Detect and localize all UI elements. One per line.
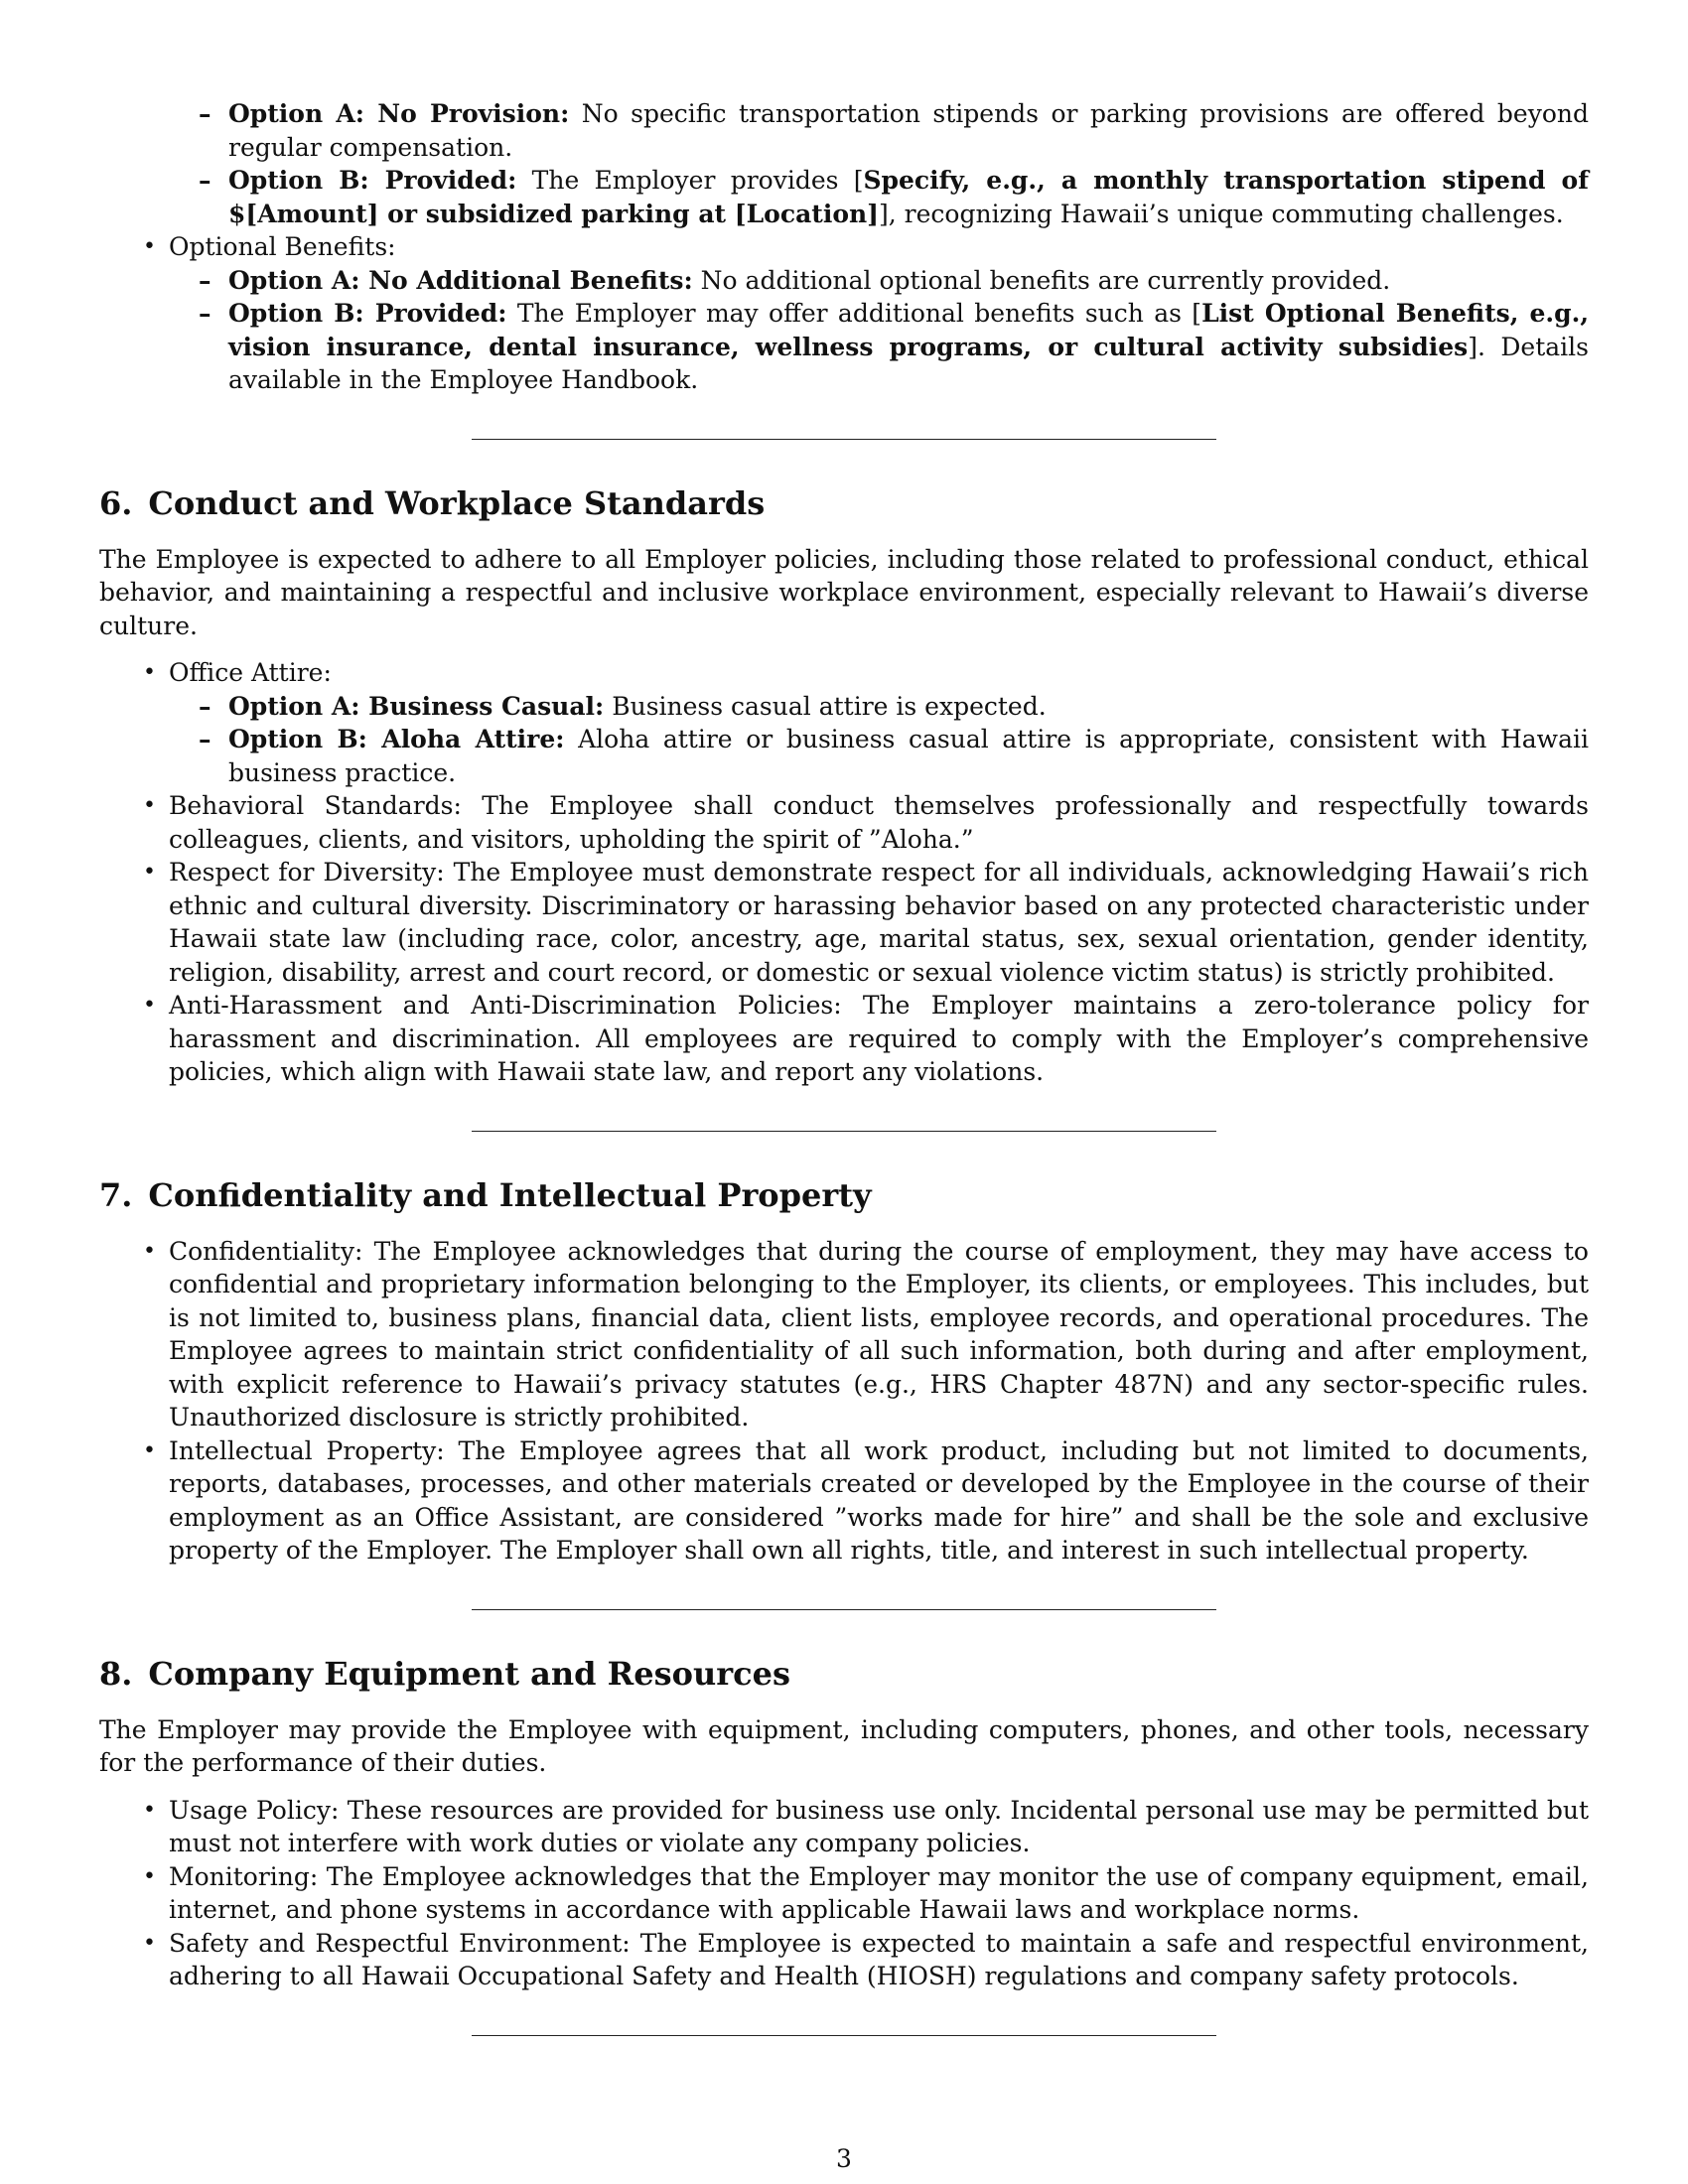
option-text: No additional optional benefits are currently provided.	[692, 265, 1391, 295]
option-text: The Employer may offer additional benefits such as [	[506, 299, 1202, 328]
option-label: Option A: No Additional Benefits:	[228, 265, 693, 295]
list-item: • Confidentiality: The Employee acknowledges that during the course of employment, they may have access to confidential and proprietary information belonging to the Employer, its clients, or employees. This includes, but is not limited to, business plans, financial data, client lists, employee records, and operational procedures. The Employee agrees to maintain strict confidentiality of all such information, both during and after employment, with explicit reference to Hawaii’s privacy statutes (e.g., HRS Chapter 487N) and any sector-specific rules. Unauthorized disclosure is strictly prohibited.	[99, 1235, 1589, 1434]
list-item	[99, 656, 1589, 789]
section-number: 8.	[99, 1654, 133, 1693]
section-heading	[99, 1175, 1589, 1215]
list-item: • Safety and Respectful Environment: The Employee is expected to maintain a safe and respectful environment, adhering to all Hawaii Occupational Safety and Health (HIOSH) regulations and company safety protocols.	[99, 1927, 1589, 1993]
document-page	[99, 97, 1589, 2036]
attire-label: Office Attire:	[169, 658, 332, 687]
section-intro: The Employer may provide the Employee with equipment, including computers, phones, and other tools, necessary for the performance of their duties.	[99, 1714, 1589, 1777]
list-item	[99, 97, 1589, 164]
option-text: ]. Details available in the Employee Handbook.	[228, 332, 1589, 394]
option-text: Aloha attire or business casual attire is appropriate, consistent with Hawaii business practice.	[228, 725, 1589, 787]
list-item	[169, 297, 1589, 397]
section-heading	[99, 1654, 1589, 1694]
section-number: 6.	[99, 483, 133, 522]
section-heading	[99, 483, 1589, 523]
section-divider	[472, 1131, 1216, 1132]
list-item	[169, 723, 1589, 789]
page-number: 3	[836, 2144, 852, 2173]
list-item: • Monitoring: The Employee acknowledges that the Employer may monitor the use of company equipment, email, internet, and phone systems in accordance with applicable Hawaii laws and workplace norms.	[99, 1860, 1589, 1927]
equipment-list	[99, 1794, 1589, 1993]
conduct-list	[99, 656, 1589, 1089]
option-label: Option B: Provided:	[228, 166, 517, 195]
section-intro: The Employee is expected to adhere to all Employer policies, including those related to professional conduct, ethical behavior, and maintaining a respectful and inclusive workplace environment, especially relevant to Hawaii’s diverse culture.	[99, 544, 1589, 640]
list-item: • Intellectual Property: The Employee agrees that all work product, including but not limited to documents, reports, databases, processes, and other materials created or developed by the Employee in the course of their employment as an Office Assistant, are considered ”works made for hire” and shall be the sole and exclusive property of the Employer. The Employer shall own all rights, title, and interest in such intellectual property.	[99, 1434, 1589, 1568]
section-divider	[472, 2035, 1216, 2036]
list-item	[169, 690, 1589, 724]
list-item	[99, 230, 1589, 397]
transport-options-list	[99, 97, 1589, 230]
option-text: No specific transportation stipends or parking provisions are offered beyond regular compensation.	[228, 99, 1589, 162]
section-title: Confidentiality and Intellectual Property	[148, 1175, 872, 1214]
option-text: Business casual attire is expected.	[604, 691, 1047, 721]
section-number: 7.	[99, 1175, 133, 1214]
option-text: ], recognizing Hawaii’s unique commuting challenges.	[879, 199, 1564, 228]
section-divider	[472, 1609, 1216, 1610]
section-title: Conduct and Workplace Standards	[148, 483, 766, 522]
confidentiality-list	[99, 1235, 1589, 1568]
option-placeholder: List Optional Benefits, e.g., vision insurance, dental insurance, wellness programs, or cultural activity subsidies	[228, 299, 1590, 361]
list-item	[169, 264, 1589, 298]
list-item: • Anti-Harassment and Anti-Discrimination Policies: The Employer maintains a zero-tolerance policy for harassment and discrimination. All employees are required to comply with the Employer’s comprehensive policies, which align with Hawaii state law, and report any violations.	[99, 989, 1589, 1089]
option-placeholder: Specify, e.g., a monthly transportation stipend of $[Amount] or subsidized parking at [Location]	[228, 166, 1589, 228]
benefits-list	[99, 230, 1589, 397]
option-label: Option B: Aloha Attire:	[228, 725, 565, 753]
option-label: Option B: Provided:	[228, 299, 507, 328]
attire-options-list	[169, 690, 1589, 790]
list-item: • Behavioral Standards: The Employee shall conduct themselves professionally and respectfully towards colleagues, clients, and visitors, upholding the spirit of ”Aloha.”	[99, 789, 1589, 856]
list-item: • Usage Policy: These resources are provided for business use only. Incidental personal use may be permitted but must not interfere with work duties or violate any company policies.	[99, 1794, 1589, 1860]
optional-benefits-label: Optional Benefits:	[169, 232, 396, 261]
list-item	[99, 164, 1589, 230]
option-text: The Employer provides [	[516, 166, 864, 195]
section-title: Company Equipment and Resources	[148, 1654, 790, 1693]
section-divider	[472, 439, 1216, 440]
benefit-options-list	[169, 264, 1589, 397]
option-label: Option A: No Provision:	[228, 99, 570, 128]
list-item: • Respect for Diversity: The Employee must demonstrate respect for all individuals, acknowledging Hawaii’s rich ethnic and cultural diversity. Discriminatory or harassing behavior based on any protected characteristic under Hawaii state law (including race, color, ancestry, age, marital status, sex, sexual orientation, gender identity, religion, disability, arrest and court record, or domestic or sexual violence victim status) is strictly prohibited.	[99, 856, 1589, 989]
option-label: Option A: Business Casual:	[228, 691, 605, 721]
